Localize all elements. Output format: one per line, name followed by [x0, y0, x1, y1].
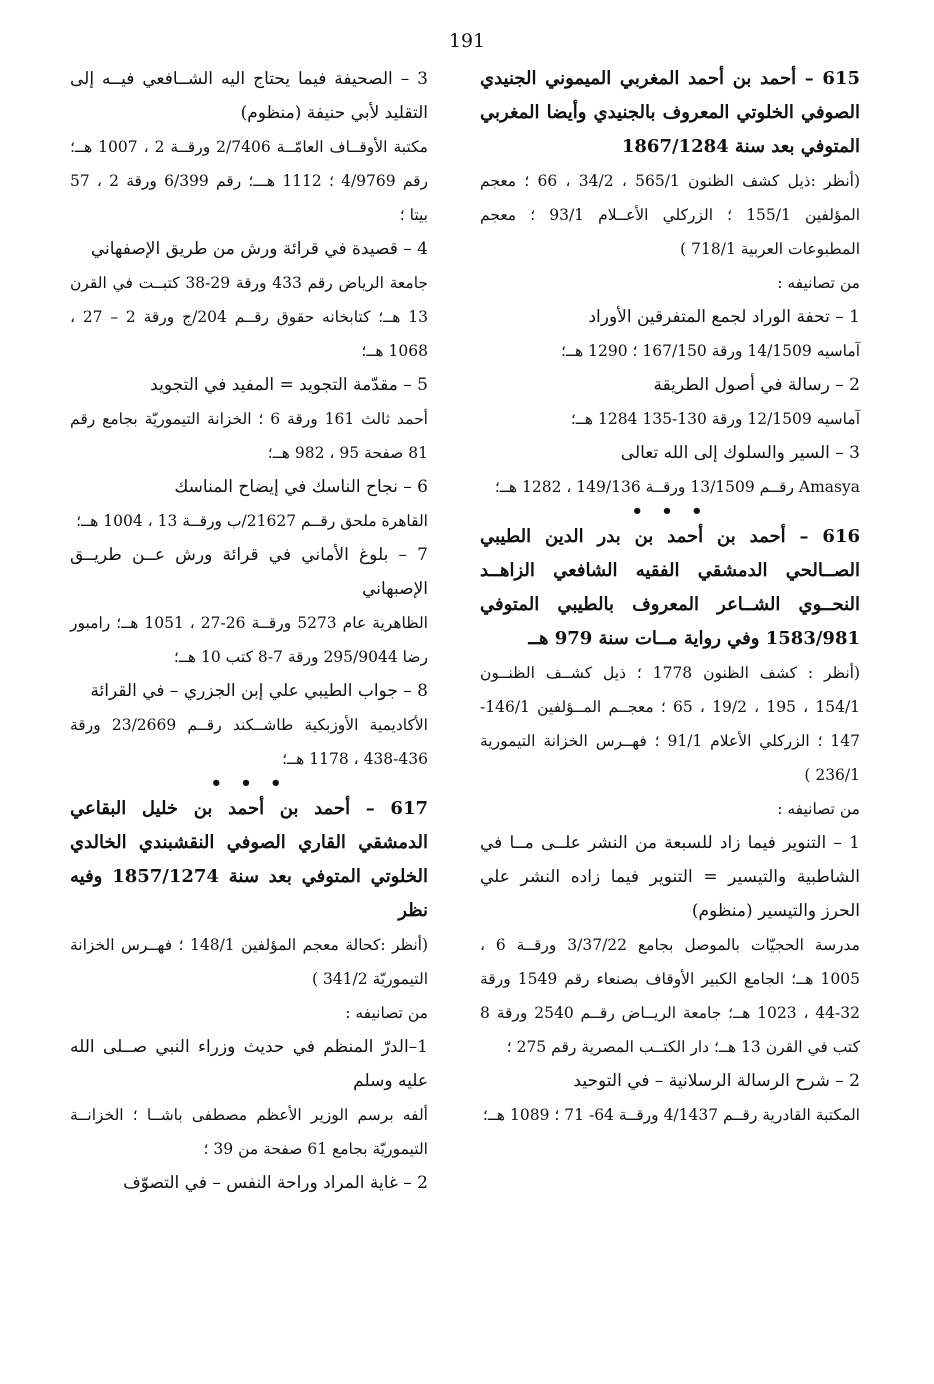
- work-title: 4 – قصيدة في قرائة ورش من طريق الإصفهاني: [90, 239, 428, 259]
- works-label: من تصانيفه :: [777, 800, 860, 818]
- works-label: من تصانيفه :: [777, 274, 860, 292]
- manuscript-location: أحمد ثالث 161 ورقة 6 ؛ الخزانة التيموريّة بجامع رقم 81 صفحة 95 ، 982 هــ؛: [70, 410, 428, 462]
- work-title: 7 – بلوغ الأماني في قرائة ورش عــن طريــق الإصبهاني: [70, 545, 428, 599]
- work-title: 1–الدرّ المنظم في حديث وزراء النبي صــلى الله عليه وسلم: [70, 1037, 428, 1091]
- work-title: 5 – مقدّمة التجويد = المفيد في التجويد: [150, 375, 428, 395]
- right-column: [480, 62, 860, 1132]
- section-separator: • • •: [210, 773, 288, 794]
- work-title: 3 – السير والسلوك إلى الله تعالى: [620, 443, 860, 463]
- manuscript-location: مدرسة الحجيّات بالموصل بجامع 3/37/22 ورقــة 6 ، 1005 هــ؛ الجامع الكبير الأوقاف بصنعاء رقم 1549 ورقة 32-44 ، 1023 هــ؛ جامعة الريــاض رقــم 2540 ورقة 8 كتب في القرن 13 هــ؛ دار الكتــب المصرية رقم 275 ؛: [480, 936, 860, 1056]
- work-title: 1 – التنوير فيما زاد للسبعة من النشر علــى مــا في الشاطبية والتيسير = التنوير فيما زاده النشر علي الحرز والتيسير (منظوم): [480, 833, 860, 921]
- reference-note: (أنظر :كحالة معجم المؤلفين 148/1 ؛ فهــرس الخزانة التيموريّة 341/2 ): [70, 936, 428, 988]
- works-label: من تصانيفه :: [345, 1004, 428, 1022]
- work-title: 6 – نجاح الناسك في إيضاح المناسك: [174, 477, 428, 497]
- manuscript-location: جامعة الرياض رقم 433 ورقة 29-38 كتبــت في القرن 13 هــ؛ كتابخانه حقوق رقــم 204/ج ورقة 2 – 27 ، 1068 هــ؛: [70, 274, 429, 360]
- manuscript-location: المكتبة القادرية رقــم 4/1437 ورقــة 64- 71 ؛ 1089 هــ؛: [482, 1106, 860, 1124]
- left-column: [70, 62, 428, 1200]
- entry-heading: 616 – أحمد بن أحمد بن بدر الدين الطيبي الصــالحي الدمشقي الفقيه الشافعي الزاهــد النحــوي الشــاعر المعروف بالطيبي المتوفي 1583/981 وفي رواية مــات سنة 979 هــ: [480, 526, 860, 649]
- work-title: 2 – شرح الرسالة الرسلانية – في التوحيد: [573, 1071, 860, 1091]
- entry-heading: 617 – أحمد بن أحمد بن خليل البقاعي الدمشقي القاري الصوفي النقشبندي الخالدي الخلوتي المتوفي بعد سنة 1857/1274 وفيه نظر: [70, 798, 428, 921]
- manuscript-location: الأكاديمية الأوزبكية طاشــكند رقــم 23/2669 ورقة 436-438 ، 1178 هــ؛: [70, 716, 428, 768]
- reference-note: (أنظر : كشف الظنون 1778 ؛ ذيل كشــف الظنــون 154/1 ، 195 ، 19/2 ، 65 ؛ معجــم المــؤلفين 146/1-147 ؛ الزركلي الأعلام 91/1 ؛ فهــرس الخزانة التيمورية 236/1 ): [480, 664, 861, 784]
- manuscript-location: Amasya رقــم 13/1509 ورقــة 149/136 ، 1282 هــ؛: [494, 478, 860, 496]
- reference-note: (أنظر :ذيل كشف الظنون 565/1 ، 34/2 ، 66 ؛ معجم المؤلفين 155/1 ؛ الزركلي الأعــلام 93/1 ؛ معجم المطبوعات العربية 718/1 ): [480, 172, 860, 258]
- page-number: 191: [448, 30, 486, 52]
- manuscript-location: مكتبة الأوقــاف العامّــة 2/7406 ورقــة 2 ، 1007 هــ؛ رقم 4/9769 ؛ 1112 هـــ؛ رقم 6/399 ورقة 2 ، 57 بيتا ؛: [70, 138, 429, 224]
- manuscript-location: ألفه برسم الوزير الأعظم مصطفى باشــا ؛ الخزانــة التيموريّة بجامع 61 صفحة من 39 ؛: [70, 1106, 428, 1158]
- work-title: 1 – تحفة الوراد لجمع المتفرقين الأوراد: [588, 307, 860, 327]
- manuscript-location: آماسيه 12/1509 ورقة 130-135 1284 هــ؛: [570, 410, 860, 428]
- manuscript-location: آماسيه 14/1509 ورقة 167/150 ؛ 1290 هــ؛: [561, 342, 860, 360]
- manuscript-location: القاهرة ملحق رقــم 21627/ب ورقــة 13 ، 1004 هــ؛: [76, 512, 428, 530]
- manuscript-location: الظاهرية عام 5273 ورقــة 26-27 ، 1051 هــ؛ رامبور رضا 295/9044 ورقة 7-8 كتب 10 هــ؛: [70, 614, 428, 666]
- work-title: 2 – رسالة في أصول الطريقة: [653, 375, 860, 395]
- work-title: 3 – الصحيفة فيما يحتاج اليه الشــافعي فيــه إلى التقليد لأبي حنيفة (منظوم): [70, 69, 428, 123]
- section-separator: • • •: [631, 501, 709, 522]
- entry-heading: 615 – أحمد بن أحمد المغربي الميموني الجنيدي الصوفي الخلوتي المعروف بالجنيدي وأيضا المغربي المتوفي بعد سنة 1867/1284: [480, 68, 860, 157]
- work-title: 8 – جواب الطيبي علي إبن الجزري – في القرائة: [90, 681, 428, 701]
- work-title: 2 – غاية المراد وراحة النفس – في التصوّف: [123, 1173, 428, 1193]
